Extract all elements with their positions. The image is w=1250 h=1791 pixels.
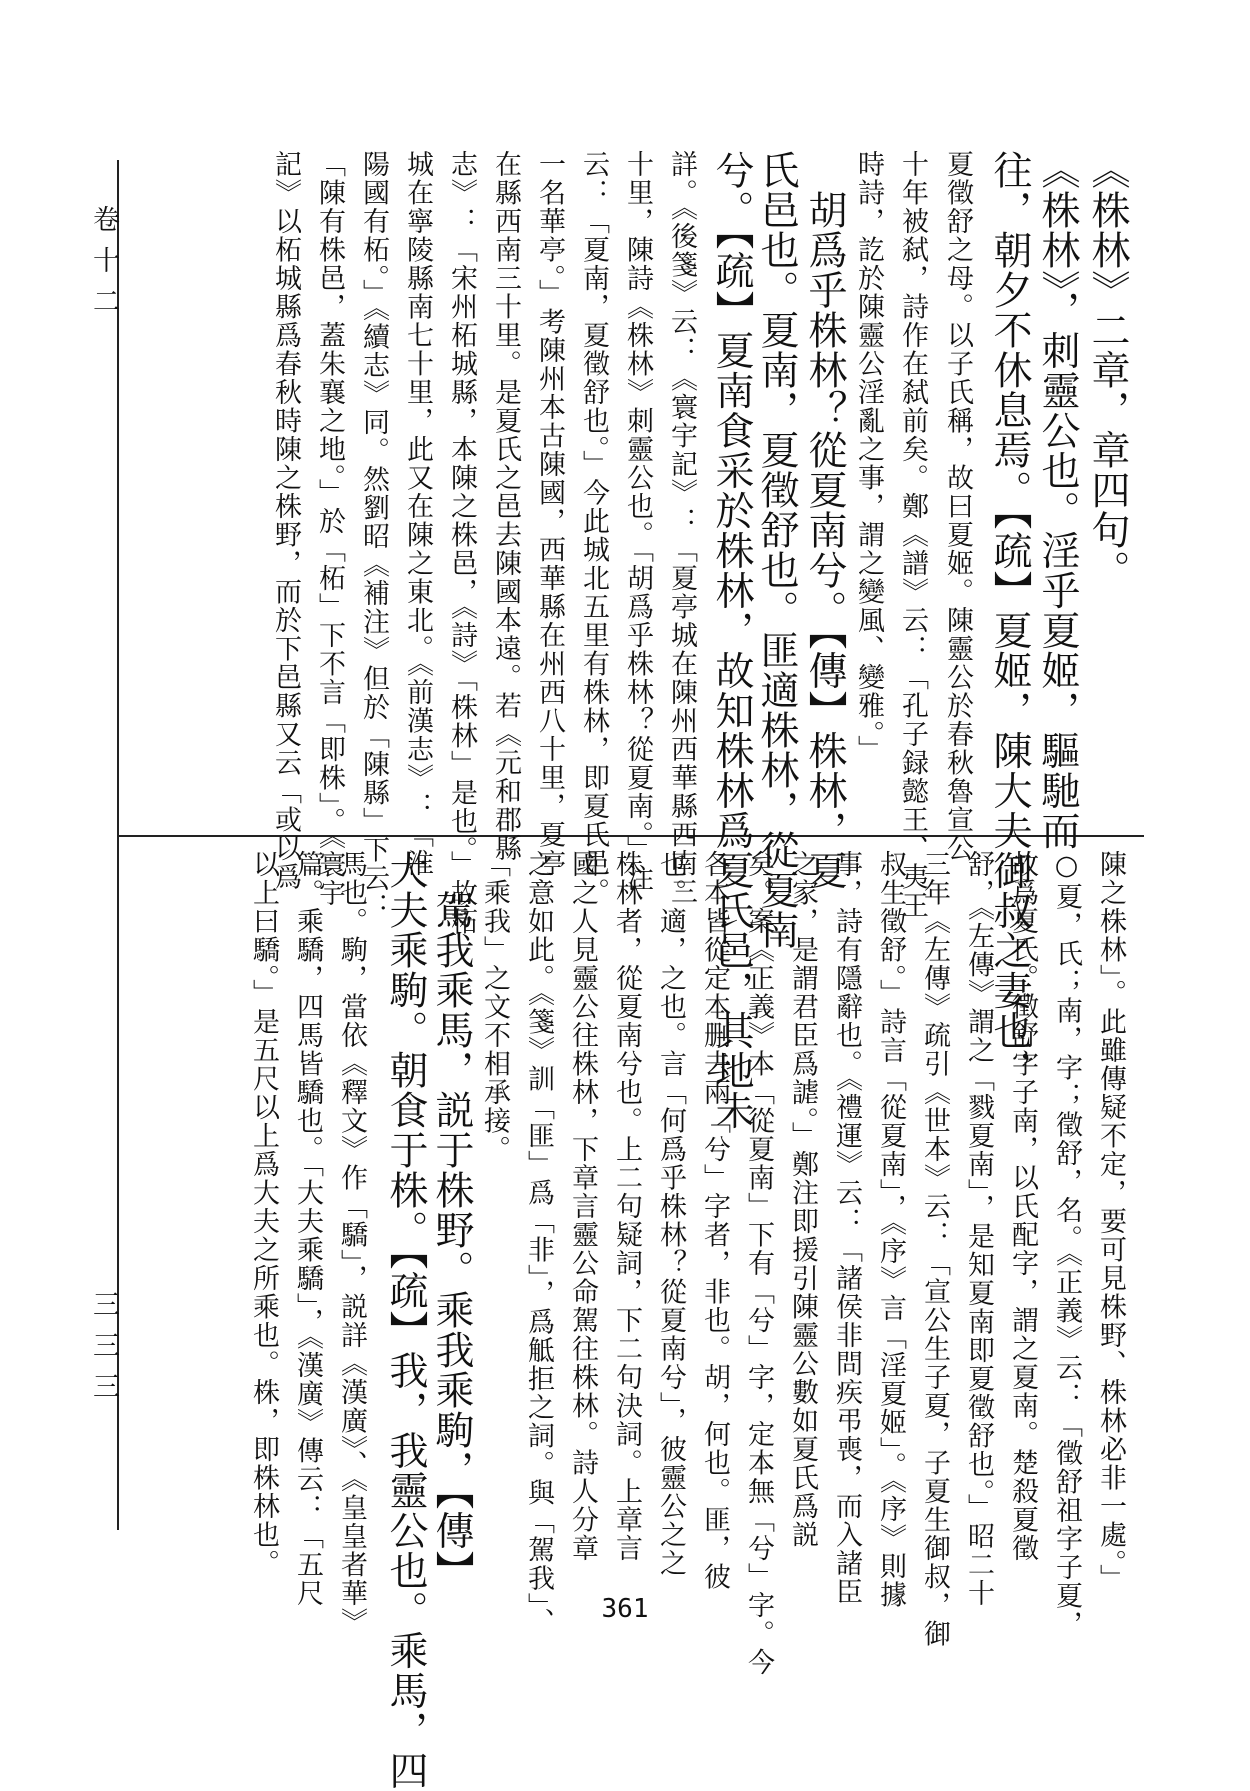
text-column: 事，詩有隱辭也。《禮運》云：「諸侯非問疾弔喪，而入諸臣 [831, 850, 862, 1606]
text-column: 「陳有株邑，蓋朱襄之地。」於「柘」下不言「即株」。《寰宇 [314, 150, 345, 908]
text-column: 故爲夏氏。徵舒字子南，以氏配字，謂之夏南。楚殺夏徵 [1007, 850, 1038, 1563]
text-column: 各本皆從定本删去兩「兮」字者，非也。胡，何也。匪，彼 [699, 850, 730, 1591]
text-column: 舒，《左傳》謂之「戮夏南」，是知夏南即夏徵舒也。」昭二十 [963, 850, 994, 1608]
text-column: 云：「夏南，夏徵舒也。」今此城北五里有株林，即夏氏邑。 [578, 150, 609, 906]
text-column: 氏邑也。夏南，夏徵舒也。匪適株林，從夏南 [754, 150, 799, 950]
text-column: 《株林》二章，章四句。 [1085, 150, 1130, 590]
text-column: 志》：「宋州柘城縣，本陳之株邑，《詩》「株林」是也。」故柘 [446, 150, 477, 936]
text-column: 詳。《後箋》云：《寰宇記》：「夏亭城在陳州西華縣西南三 [666, 150, 697, 906]
text-column: 馬也。駒，當依《釋文》作「驕」，説詳《漢廣》、《皇皇者華》 [336, 850, 367, 1636]
text-column: 夏徵舒之母。以子氏稱，故曰夏姬。陳靈公於春秋魯宣公 [942, 150, 973, 863]
text-column: 矣。案《正義》本「從夏南」下有「兮」字，定本無「兮」字。今 [743, 850, 774, 1677]
text-column: ○夏，氏；南，字；徵舒，名。《正義》云：「徵舒祖字子夏， [1051, 850, 1082, 1639]
text-column: 大夫乘駒。朝食于株。【疏】我，我靈公也。乘馬，四 [383, 850, 428, 1791]
text-column: 陳之株林」。此雖傳疑不定，要可見株野、株林必非一處。」 [1095, 850, 1126, 1593]
text-column: 「乘我」之文不相承接。 [479, 850, 510, 1164]
text-column: 時詩，訖於陳靈公淫亂之事，謂之變風、變雅。」 [853, 150, 884, 764]
text-column: 十里，陳詩《株林》刺靈公也。「胡爲乎株林？從夏南。」注 [622, 150, 653, 893]
text-column: 兮。【疏】夏南食采於株林，故知株林爲夏氏邑，其地未 [709, 150, 754, 1131]
text-column: 篇。乘驕，四馬皆驕也。「大夫乘驕」，《漢廣》傳云：「五尺 [292, 850, 323, 1608]
text-column: 之意如此。《箋》訓「匪」爲「非」，爲觝拒之詞。與「駕我」、 [523, 850, 554, 1636]
folio-number: 三三三 [88, 1290, 119, 1413]
text-column: 三年《左傳》疏引《世本》云：「宣公生子夏，子夏生御叔，御 [919, 850, 950, 1648]
text-column: 十年被弑，詩作在弑前矣。鄭《譜》云：「孔子録懿王、夷王 [897, 150, 928, 920]
text-column: 在縣西南三十里。是夏氏之邑去陳國本遠。若《元和郡縣 [490, 150, 521, 863]
text-column: 以上曰驕。」是五尺以上爲大夫之所乘也。株，即株林也。 [248, 850, 279, 1578]
text-column: 國之人見靈公往株林，下章言靈公命駕往株林。詩人分章 [567, 850, 598, 1563]
text-column: 往，朝夕不休息焉。【疏】夏姬，陳大夫御叔之妻也， [987, 150, 1032, 1091]
text-column: 一名華亭。」考陳州本古陳國，西華縣在州西八十里，夏亭 [534, 150, 565, 878]
text-column: 叔生徵舒。」詩言「從夏南」，《序》言「淫夏姬」。《序》則據 [875, 850, 906, 1609]
text-column: 之家，是謂君臣爲謔。」鄭注即援引陳靈公數如夏氏爲説 [787, 850, 818, 1549]
text-column: 城在寧陵縣南七十里，此又在陳之東北。《前漢志》：「淮 [402, 150, 433, 878]
text-column: 也。適，之也。言「何爲乎株林？從夏南兮」，彼靈公之之 [655, 850, 686, 1578]
chapter-label: 卷十二 [88, 205, 119, 328]
page-number: 361 [601, 1594, 649, 1624]
text-column: 陽國有柘。」《續志》同。然劉昭《補注》但於「陳縣」下云： [358, 150, 389, 921]
text-column: 駕我乘馬，説于株野。乘我乘駒，【傳】 [429, 850, 474, 1591]
text-column: 記》以柘城縣爲春秋時陳之株野，而於下邑縣又云「或以爲 [270, 150, 301, 891]
text-column: 株林者，從夏南兮也。上二句疑詞，下二句決詞。上章言 [611, 850, 642, 1563]
text-column: 《株林》，刺靈公也。淫乎夏姬，驅馳而 [1035, 150, 1080, 851]
text-column: 胡爲乎株林？從夏南兮。【傳】株林，夏 [802, 150, 847, 891]
